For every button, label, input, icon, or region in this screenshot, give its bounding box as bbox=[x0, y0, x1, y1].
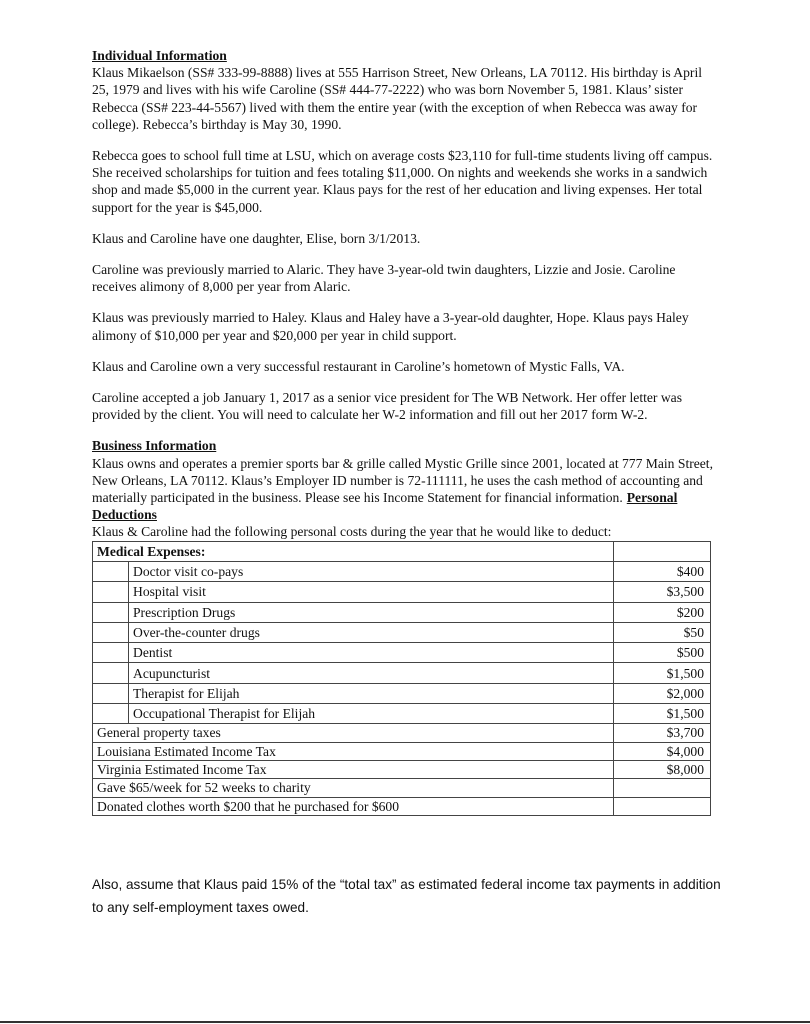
table-cell-label: Louisiana Estimated Income Tax bbox=[93, 742, 614, 760]
table-cell-amount bbox=[614, 797, 711, 815]
table-cell-amount: $2,000 bbox=[614, 683, 711, 703]
table-cell-amount: $3,500 bbox=[614, 582, 711, 602]
table-row bbox=[93, 622, 711, 642]
business-paragraph bbox=[92, 455, 722, 524]
personal-deductions-heading: Personal Deductions bbox=[92, 490, 678, 523]
individual-heading: Individual Information bbox=[92, 48, 227, 63]
caroline-job-paragraph: Caroline accepted a job January 1, 2017 as a senior vice president for The WB Network. Her offer letter was provided by the client. You will need to calculate her W-2 information and fill out her 2017 form W-2. bbox=[92, 390, 682, 423]
table-cell-label: Dentist bbox=[129, 643, 614, 663]
table-row bbox=[93, 663, 711, 683]
indent-cell bbox=[93, 704, 129, 724]
indent-cell bbox=[93, 683, 129, 703]
medical-expenses-header: Medical Expenses: bbox=[93, 541, 614, 561]
table-cell-label: Over-the-counter drugs bbox=[129, 622, 614, 642]
table-cell-label: Doctor visit co-pays bbox=[129, 561, 614, 581]
table-cell-amount: $400 bbox=[614, 561, 711, 581]
table-row bbox=[93, 602, 711, 622]
deductions-intro: Klaus & Caroline had the following personal costs during the year that he would like to deduct: bbox=[92, 524, 612, 540]
indent-cell bbox=[93, 582, 129, 602]
indent-cell bbox=[93, 663, 129, 683]
table-cell-amount: $500 bbox=[614, 643, 711, 663]
footer-note: Also, assume that Klaus paid 15% of the “total tax” as estimated federal income tax payments in addition to any self-employment taxes owed. bbox=[92, 877, 721, 915]
table-row bbox=[93, 541, 711, 561]
table-cell-label: Acupuncturist bbox=[129, 663, 614, 683]
table-cell-amount: $8,000 bbox=[614, 760, 711, 778]
indent-cell bbox=[93, 622, 129, 642]
table-row bbox=[93, 683, 711, 703]
table-cell-amount bbox=[614, 779, 711, 797]
indent-cell bbox=[93, 602, 129, 622]
table-row bbox=[93, 742, 711, 760]
rebecca-school-paragraph: Rebecca goes to school full time at LSU, which on average costs $23,110 for full-time students living off campus. She received scholarships for tuition and fees totaling $11,000. On nights and weekends she works in a sandwich shop and made $5,000 in the current year. Klaus pays for the rest of her education and living expenses. Her total support for the year is $45,000. bbox=[92, 148, 713, 215]
table-cell-amount: $50 bbox=[614, 622, 711, 642]
document-page bbox=[92, 47, 722, 816]
table-row bbox=[93, 760, 711, 778]
table-cell-label: Prescription Drugs bbox=[129, 602, 614, 622]
table-row bbox=[93, 724, 711, 742]
table-row bbox=[93, 561, 711, 581]
business-text: Klaus owns and operates a premier sports bar & grille called Mystic Grille since 2001, located at 777 Main Street, New Orleans, LA 70112. Klaus’s Employer ID number is 72-111111, he uses the cash method of accounting and materially participated in the business. Please see his Income Statement for financial information. bbox=[92, 455, 713, 506]
table-row bbox=[93, 797, 711, 815]
table-row bbox=[93, 704, 711, 724]
table-cell-label: Hospital visit bbox=[129, 582, 614, 602]
indent-cell bbox=[93, 643, 129, 663]
daughter-paragraph: Klaus and Caroline have one daughter, Elise, born 3/1/2013. bbox=[92, 230, 421, 246]
caroline-previous-marriage-paragraph: Caroline was previously married to Alaric. They have 3-year-old twin daughters, Lizzie and Josie. Caroline receives alimony of 8,000 per year from Alaric. bbox=[92, 262, 676, 295]
individual-paragraph: Klaus Mikaelson (SS# 333-99-8888) lives at 555 Harrison Street, New Orleans, LA 70112. His birthday is April 25, 1979 and lives with his wife Caroline (SS# 444-77-2222) who was born November 5, 1981. Klaus’ sister Rebecca (SS# 223-44-5567) lived with them the entire year (with the exception of when Rebecca was away for college). Rebecca’s birthday is May 30, 1990. bbox=[92, 65, 703, 132]
deductions-table bbox=[92, 541, 711, 816]
table-cell-label: Therapist for Elijah bbox=[129, 683, 614, 703]
table-cell-amount: $1,500 bbox=[614, 663, 711, 683]
page-bottom-rule bbox=[0, 1021, 810, 1023]
klaus-previous-marriage-paragraph: Klaus was previously married to Haley. Klaus and Haley have a 3-year-old daughter, Hope. Klaus pays Haley alimony of $10,000 per year and $20,000 per year in child support. bbox=[92, 310, 689, 343]
table-row bbox=[93, 643, 711, 663]
table-row bbox=[93, 582, 711, 602]
restaurant-paragraph: Klaus and Caroline own a very successful restaurant in Caroline’s hometown of Mystic Falls, VA. bbox=[92, 358, 625, 374]
table-cell-label: Occupational Therapist for Elijah bbox=[129, 704, 614, 724]
table-cell-label: Gave $65/week for 52 weeks to charity bbox=[93, 779, 614, 797]
table-cell-amount bbox=[614, 541, 711, 561]
table-cell-amount: $4,000 bbox=[614, 742, 711, 760]
indent-cell bbox=[93, 561, 129, 581]
table-row bbox=[93, 779, 711, 797]
table-cell-amount: $3,700 bbox=[614, 724, 711, 742]
table-cell-label: General property taxes bbox=[93, 724, 614, 742]
table-cell-label: Virginia Estimated Income Tax bbox=[93, 760, 614, 778]
table-cell-label: Donated clothes worth $200 that he purchased for $600 bbox=[93, 797, 614, 815]
table-cell-amount: $200 bbox=[614, 602, 711, 622]
business-heading: Business Information bbox=[92, 438, 217, 454]
table-cell-amount: $1,500 bbox=[614, 704, 711, 724]
